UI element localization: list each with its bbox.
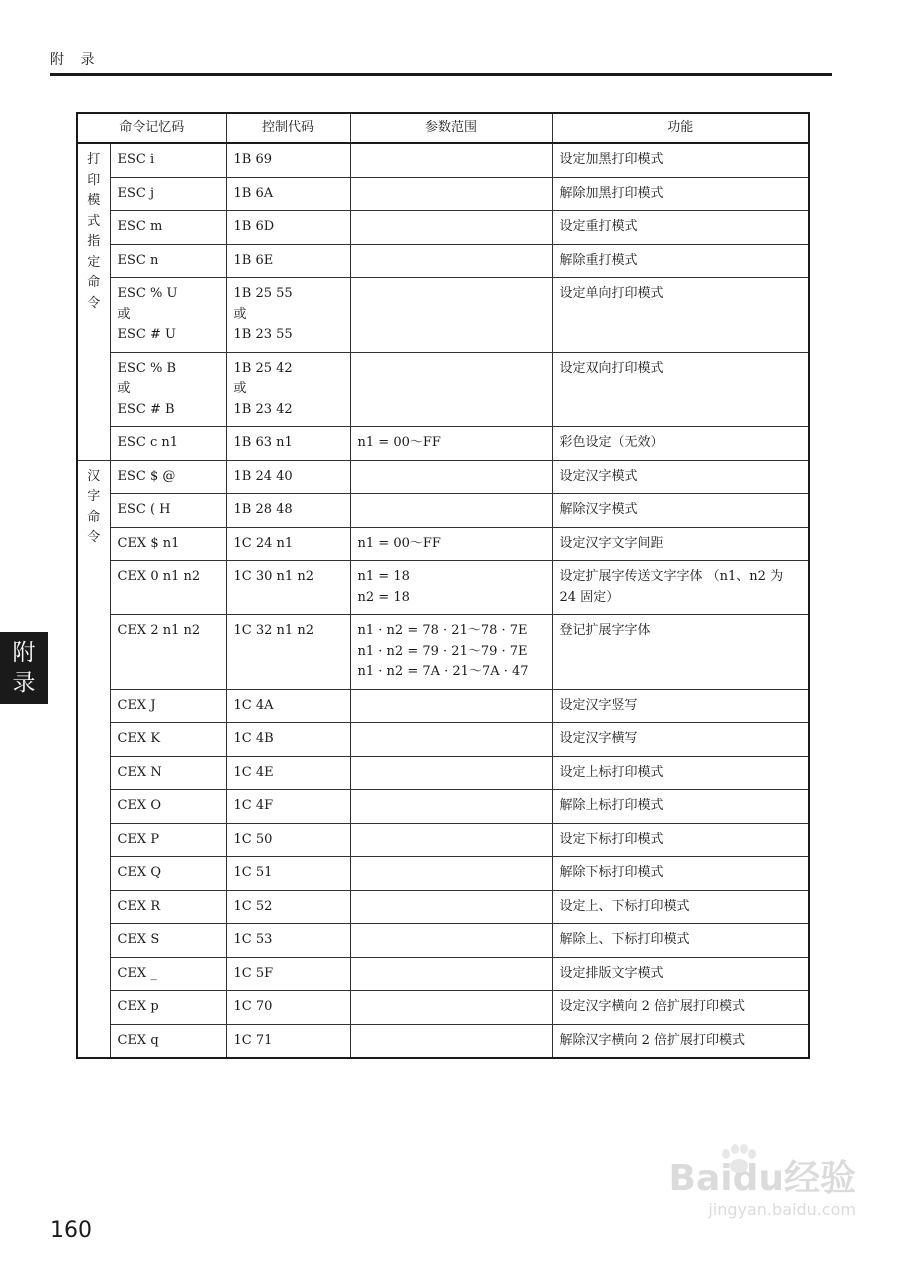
mnemonic-cell: CEX J: [110, 689, 226, 723]
parameter-cell: [350, 857, 552, 891]
mnemonic-cell: CEX 0 n1 n2: [110, 561, 226, 615]
control-code-cell: 1C 50: [226, 823, 350, 857]
mnemonic-cell: CEX R: [110, 890, 226, 924]
control-code-cell: 1B 69: [226, 143, 350, 177]
mnemonic-cell: CEX p: [110, 991, 226, 1025]
mnemonic-cell: CEX q: [110, 1024, 226, 1058]
control-code-cell: 1B 24 40: [226, 460, 350, 494]
parameter-cell: [350, 352, 552, 427]
header-rule: [50, 73, 832, 76]
function-cell: 设定汉字文字间距: [552, 527, 809, 561]
function-cell: 设定上标打印模式: [552, 756, 809, 790]
running-header: 附 录: [50, 52, 101, 68]
table-body: [77, 143, 809, 1058]
control-code-cell: 1B 63 n1: [226, 427, 350, 461]
table-row: [77, 427, 809, 461]
mnemonic-cell: ESC i: [110, 143, 226, 177]
section-tab: [0, 632, 48, 704]
mnemonic-cell: ESC ( H: [110, 494, 226, 528]
function-cell: 设定汉字模式: [552, 460, 809, 494]
control-code-cell: 1C 51: [226, 857, 350, 891]
mnemonic-cell: ESC n: [110, 244, 226, 278]
parameter-cell: [350, 460, 552, 494]
function-cell: 设定上、下标打印模式: [552, 890, 809, 924]
parameter-cell: [350, 689, 552, 723]
table-row: [77, 790, 809, 824]
mnemonic-cell: CEX $ n1: [110, 527, 226, 561]
parameter-cell: n1 = 00～FF: [350, 527, 552, 561]
parameter-cell: [350, 278, 552, 353]
table-row: [77, 723, 809, 757]
control-code-cell: 1C 30 n1 n2: [226, 561, 350, 615]
mnemonic-cell: ESC $ @: [110, 460, 226, 494]
parameter-cell: [350, 790, 552, 824]
parameter-cell: [350, 211, 552, 245]
mnemonic-cell: ESC j: [110, 177, 226, 211]
parameter-cell: [350, 1024, 552, 1058]
table-header-row: [77, 113, 809, 143]
table-row: [77, 460, 809, 494]
function-cell: 设定汉字横向 2 倍扩展打印模式: [552, 991, 809, 1025]
parameter-cell: n1 = 18 n2 = 18: [350, 561, 552, 615]
mnemonic-cell: ESC c n1: [110, 427, 226, 461]
function-cell: 设定汉字横写: [552, 723, 809, 757]
control-code-cell: 1B 28 48: [226, 494, 350, 528]
mnemonic-cell: CEX P: [110, 823, 226, 857]
table-row: [77, 957, 809, 991]
section-tab-line-1: 附: [12, 640, 36, 666]
watermark-url: jingyan.baidu.com: [708, 1200, 856, 1219]
table-row: [77, 278, 809, 353]
mnemonic-cell: ESC % U 或 ESC # U: [110, 278, 226, 353]
function-cell: 解除汉字横向 2 倍扩展打印模式: [552, 1024, 809, 1058]
table-row: [77, 689, 809, 723]
function-cell: 解除重打模式: [552, 244, 809, 278]
group-label-cell: [77, 143, 110, 460]
section-tab-line-2: 录: [12, 670, 36, 696]
mnemonic-cell: CEX O: [110, 790, 226, 824]
function-cell: 设定扩展字传送文字字体 （n1、n2 为 24 固定）: [552, 561, 809, 615]
control-code-cell: 1C 70: [226, 991, 350, 1025]
parameter-cell: [350, 924, 552, 958]
table-row: [77, 352, 809, 427]
function-cell: 解除上标打印模式: [552, 790, 809, 824]
control-code-cell: 1C 24 n1: [226, 527, 350, 561]
parameter-cell: [350, 890, 552, 924]
function-cell: 彩色设定（无效）: [552, 427, 809, 461]
control-code-cell: 1C 53: [226, 924, 350, 958]
table-row: [77, 561, 809, 615]
control-code-cell: 1C 4A: [226, 689, 350, 723]
command-table: [76, 112, 810, 1059]
control-code-cell: 1C 4E: [226, 756, 350, 790]
control-code-cell: 1B 25 42 或 1B 23 42: [226, 352, 350, 427]
control-code-cell: 1B 25 55 或 1B 23 55: [226, 278, 350, 353]
function-cell: 设定下标打印模式: [552, 823, 809, 857]
function-cell: 解除汉字模式: [552, 494, 809, 528]
table-row: [77, 527, 809, 561]
function-cell: 解除上、下标打印模式: [552, 924, 809, 958]
function-cell: 设定双向打印模式: [552, 352, 809, 427]
control-code-cell: 1C 71: [226, 1024, 350, 1058]
table-row: [77, 244, 809, 278]
parameter-cell: [350, 177, 552, 211]
function-cell: 设定单向打印模式: [552, 278, 809, 353]
mnemonic-cell: CEX Q: [110, 857, 226, 891]
function-cell: 设定汉字竖写: [552, 689, 809, 723]
group-label: 汉字命令: [87, 468, 101, 545]
page-number: 160: [50, 1218, 92, 1243]
parameter-cell: [350, 756, 552, 790]
table-row: [77, 756, 809, 790]
mnemonic-cell: CEX _: [110, 957, 226, 991]
parameter-cell: [350, 957, 552, 991]
table-row: [77, 494, 809, 528]
control-code-cell: 1C 52: [226, 890, 350, 924]
parameter-cell: [350, 143, 552, 177]
control-code-cell: 1B 6E: [226, 244, 350, 278]
control-code-cell: 1C 5F: [226, 957, 350, 991]
control-code-cell: 1C 32 n1 n2: [226, 615, 350, 690]
mnemonic-cell: CEX 2 n1 n2: [110, 615, 226, 690]
table-row: [77, 924, 809, 958]
parameter-cell: n1 = 00～FF: [350, 427, 552, 461]
table-row: [77, 857, 809, 891]
table-row: [77, 991, 809, 1025]
function-cell: 解除加黑打印模式: [552, 177, 809, 211]
parameter-cell: [350, 723, 552, 757]
watermark-brand: Baidu经验: [668, 1158, 856, 1199]
table-row: [77, 615, 809, 690]
table-row: [77, 211, 809, 245]
table-row: [77, 823, 809, 857]
function-cell: 设定重打模式: [552, 211, 809, 245]
control-code-cell: 1C 4F: [226, 790, 350, 824]
parameter-cell: [350, 991, 552, 1025]
paw-logo-icon: [718, 1144, 758, 1174]
mnemonic-cell: CEX S: [110, 924, 226, 958]
parameter-cell: [350, 494, 552, 528]
function-cell: 设定排版文字模式: [552, 957, 809, 991]
control-code-cell: 1C 4B: [226, 723, 350, 757]
col-header-control-code: 控制代码: [226, 113, 350, 143]
mnemonic-cell: ESC % B 或 ESC # B: [110, 352, 226, 427]
group-label-cell: [77, 460, 110, 1058]
mnemonic-cell: ESC m: [110, 211, 226, 245]
function-cell: 解除下标打印模式: [552, 857, 809, 891]
watermark: [636, 1158, 856, 1248]
mnemonic-cell: CEX K: [110, 723, 226, 757]
table-row: [77, 177, 809, 211]
function-cell: 设定加黑打印模式: [552, 143, 809, 177]
col-header-function: 功能: [552, 113, 809, 143]
control-code-cell: 1B 6D: [226, 211, 350, 245]
table-row: [77, 1024, 809, 1058]
group-label: 打印模式指定命令: [87, 152, 101, 311]
table-row: [77, 890, 809, 924]
parameter-cell: [350, 823, 552, 857]
parameter-cell: [350, 244, 552, 278]
function-cell: 登记扩展字字体: [552, 615, 809, 690]
col-header-mnemonic: 命令记忆码: [77, 113, 226, 143]
table-row: [77, 143, 809, 177]
parameter-cell: n1 · n2 = 78 · 21～78 · 7E n1 · n2 = 79 · 21～79 · 7E n1 · n2 = 7A · 21～7A · 47: [350, 615, 552, 690]
mnemonic-cell: CEX N: [110, 756, 226, 790]
control-code-cell: 1B 6A: [226, 177, 350, 211]
col-header-parameter-range: 参数范围: [350, 113, 552, 143]
